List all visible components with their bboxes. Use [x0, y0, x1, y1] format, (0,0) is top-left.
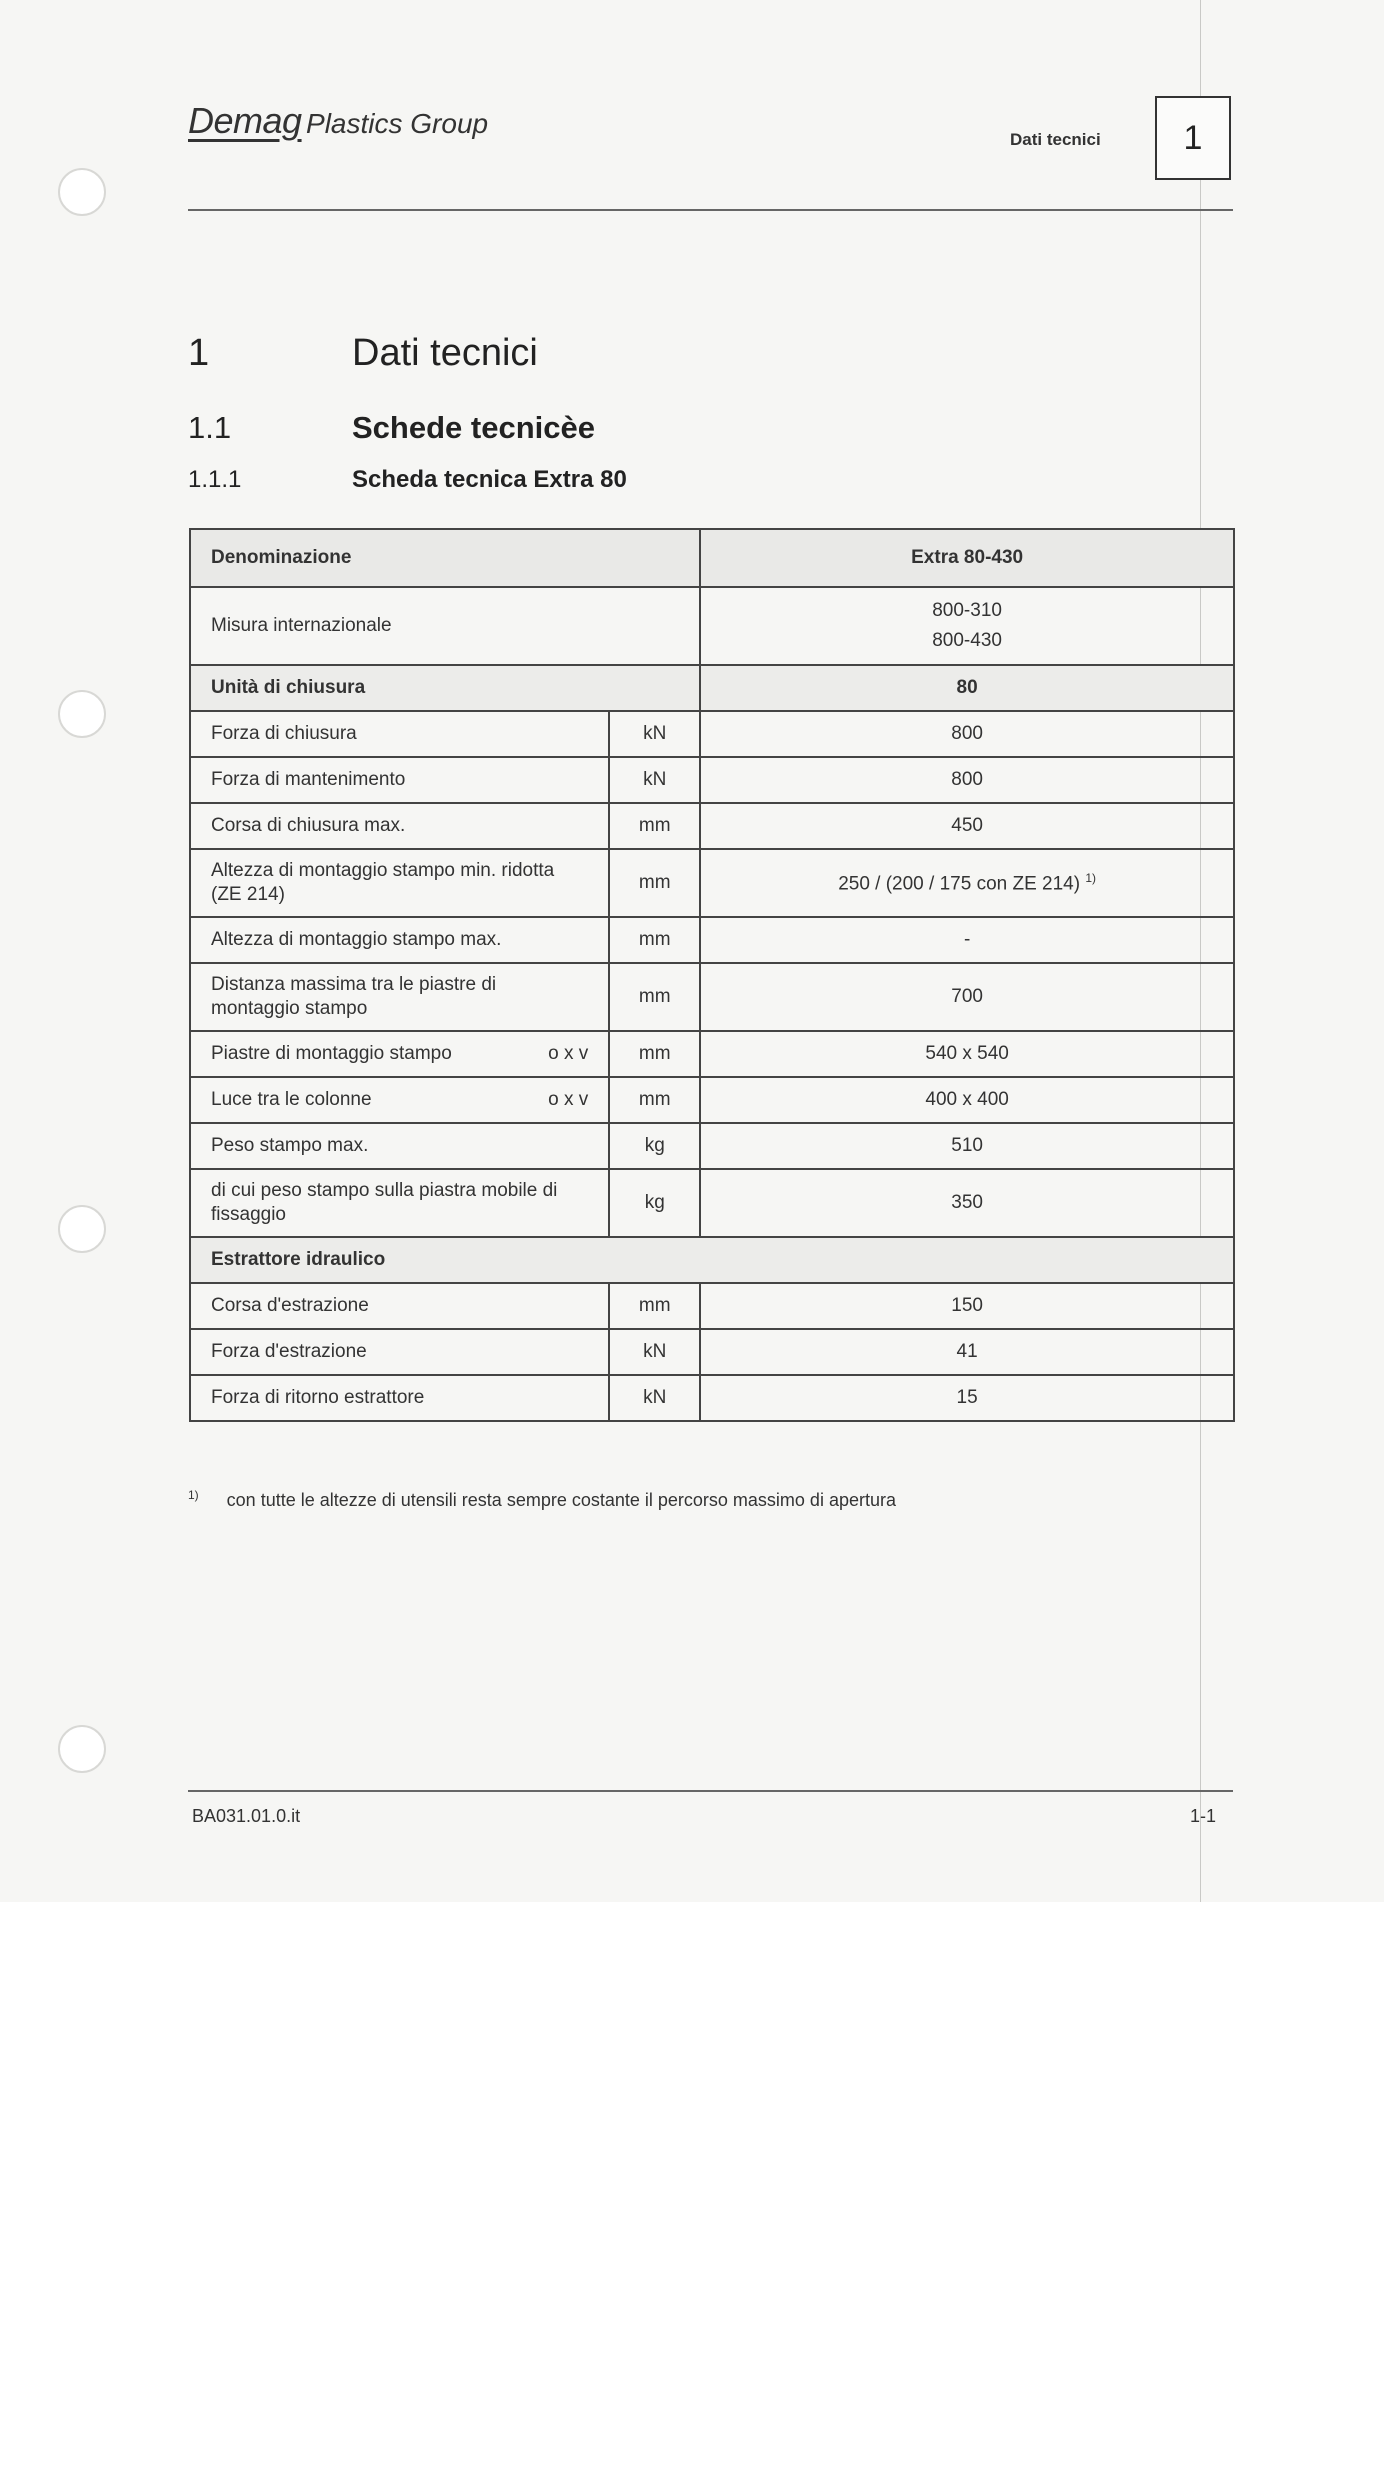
footnote: [188, 1488, 896, 1511]
param-value: 400 x 400: [700, 1077, 1234, 1123]
param-unit: mm: [609, 963, 700, 1031]
table-row: [190, 963, 1234, 1031]
table-row: [190, 1031, 1234, 1077]
footer-page-number: 1-1: [1190, 1806, 1217, 1826]
param-label: [190, 1077, 609, 1123]
param-label: Altezza di montaggio stampo max.: [190, 917, 609, 963]
param-label: Distanza massima tra le piastre di montaggio stampo: [190, 963, 609, 1031]
param-unit: mm: [609, 1031, 700, 1077]
param-unit: kg: [609, 1169, 700, 1237]
param-label-text: Luce tra le colonne: [211, 1089, 372, 1110]
logo-brand: Demag: [188, 100, 302, 141]
param-value: 15: [700, 1375, 1234, 1421]
section-row-ejector: [190, 1237, 1234, 1283]
table-row: [190, 1375, 1234, 1421]
footnote-mark: 1): [188, 1488, 199, 1502]
table-row: [190, 1123, 1234, 1169]
heading-1-number: 1: [188, 332, 210, 374]
param-label: di cui peso stampo sulla piastra mobile di fissaggio: [190, 1169, 609, 1237]
param-label-text: Piastre di montaggio stampo: [211, 1043, 452, 1064]
table-row: [190, 587, 1234, 665]
international-size-values: [700, 587, 1234, 665]
param-label: [190, 1031, 609, 1077]
section-title: Unità di chiusura: [190, 665, 700, 711]
param-value-text: 250 / (200 / 175 con ZE 214): [838, 873, 1081, 895]
table-row: [190, 1283, 1234, 1329]
designation-label: Denominazione: [190, 529, 700, 587]
param-value: 350: [700, 1169, 1234, 1237]
punch-hole: [58, 168, 106, 216]
punch-hole: [58, 1205, 106, 1253]
international-size-label: Misura internazionale: [190, 587, 700, 665]
punch-hole: [58, 690, 106, 738]
param-label: Altezza di montaggio stampo min. ridotta (ZE 214): [190, 849, 609, 917]
param-label: Forza di chiusura: [190, 711, 609, 757]
heading-2-number: 1.1: [188, 410, 232, 445]
param-unit: mm: [609, 803, 700, 849]
table-row: [190, 803, 1234, 849]
spec-table: [189, 528, 1235, 1422]
punch-hole: [58, 1725, 106, 1773]
international-size-2: 800-430: [932, 630, 1002, 651]
param-unit: kN: [609, 757, 700, 803]
param-unit: mm: [609, 849, 700, 917]
param-label: Corsa di chiusura max.: [190, 803, 609, 849]
footnote-text: con tutte le altezze di utensili resta sempre costante il percorso massimo di apertura: [226, 1490, 896, 1510]
param-unit: kN: [609, 1329, 700, 1375]
footer-divider: [188, 1790, 1233, 1792]
header-section-title: Dati tecnici: [1010, 130, 1101, 149]
table-row: [190, 1169, 1234, 1237]
param-value: 41: [700, 1329, 1234, 1375]
section-title: Estrattore idraulico: [190, 1237, 1234, 1283]
param-qualifier: o x v: [548, 1089, 589, 1110]
footer-doc-code: BA031.01.0.it: [192, 1806, 301, 1826]
heading-3-title: Scheda tecnica Extra 80: [352, 466, 627, 493]
param-unit: mm: [609, 1283, 700, 1329]
param-label: Corsa d'estrazione: [190, 1283, 609, 1329]
footnote-ref: 1): [1085, 870, 1097, 885]
table-row: [190, 1329, 1234, 1375]
param-label: Peso stampo max.: [190, 1123, 609, 1169]
param-value: 510: [700, 1123, 1234, 1169]
param-value: 800: [700, 711, 1234, 757]
param-label: Forza di ritorno estrattore: [190, 1375, 609, 1421]
chapter-number-box: 1: [1155, 96, 1231, 180]
table-row: [190, 711, 1234, 757]
model-name: Extra 80-430: [700, 529, 1234, 587]
param-unit: kg: [609, 1123, 700, 1169]
param-unit: mm: [609, 917, 700, 963]
section-row-clamping: [190, 665, 1234, 711]
table-row: [190, 757, 1234, 803]
param-unit: mm: [609, 1077, 700, 1123]
heading-2-title: Schede tecnicèe: [352, 410, 595, 445]
param-value: 540 x 540: [700, 1031, 1234, 1077]
table-row: [190, 849, 1234, 917]
heading-3-number: 1.1.1: [188, 466, 242, 493]
param-qualifier: o x v: [548, 1043, 589, 1064]
header-divider: [188, 209, 1233, 211]
table-header-row: [190, 529, 1234, 587]
param-value: 150: [700, 1283, 1234, 1329]
table-row: [190, 1077, 1234, 1123]
section-value: 80: [700, 665, 1234, 711]
param-value: 450: [700, 803, 1234, 849]
param-label: Forza d'estrazione: [190, 1329, 609, 1375]
param-value: [700, 849, 1234, 917]
param-value: -: [700, 917, 1234, 963]
param-unit: kN: [609, 711, 700, 757]
company-logo: [188, 100, 488, 142]
logo-group: Plastics Group: [306, 108, 489, 139]
heading-1-title: Dati tecnici: [352, 332, 538, 374]
param-value: 700: [700, 963, 1234, 1031]
international-size-1: 800-310: [932, 599, 1002, 621]
param-unit: kN: [609, 1375, 700, 1421]
table-row: [190, 917, 1234, 963]
param-value: 800: [700, 757, 1234, 803]
param-label: Forza di mantenimento: [190, 757, 609, 803]
